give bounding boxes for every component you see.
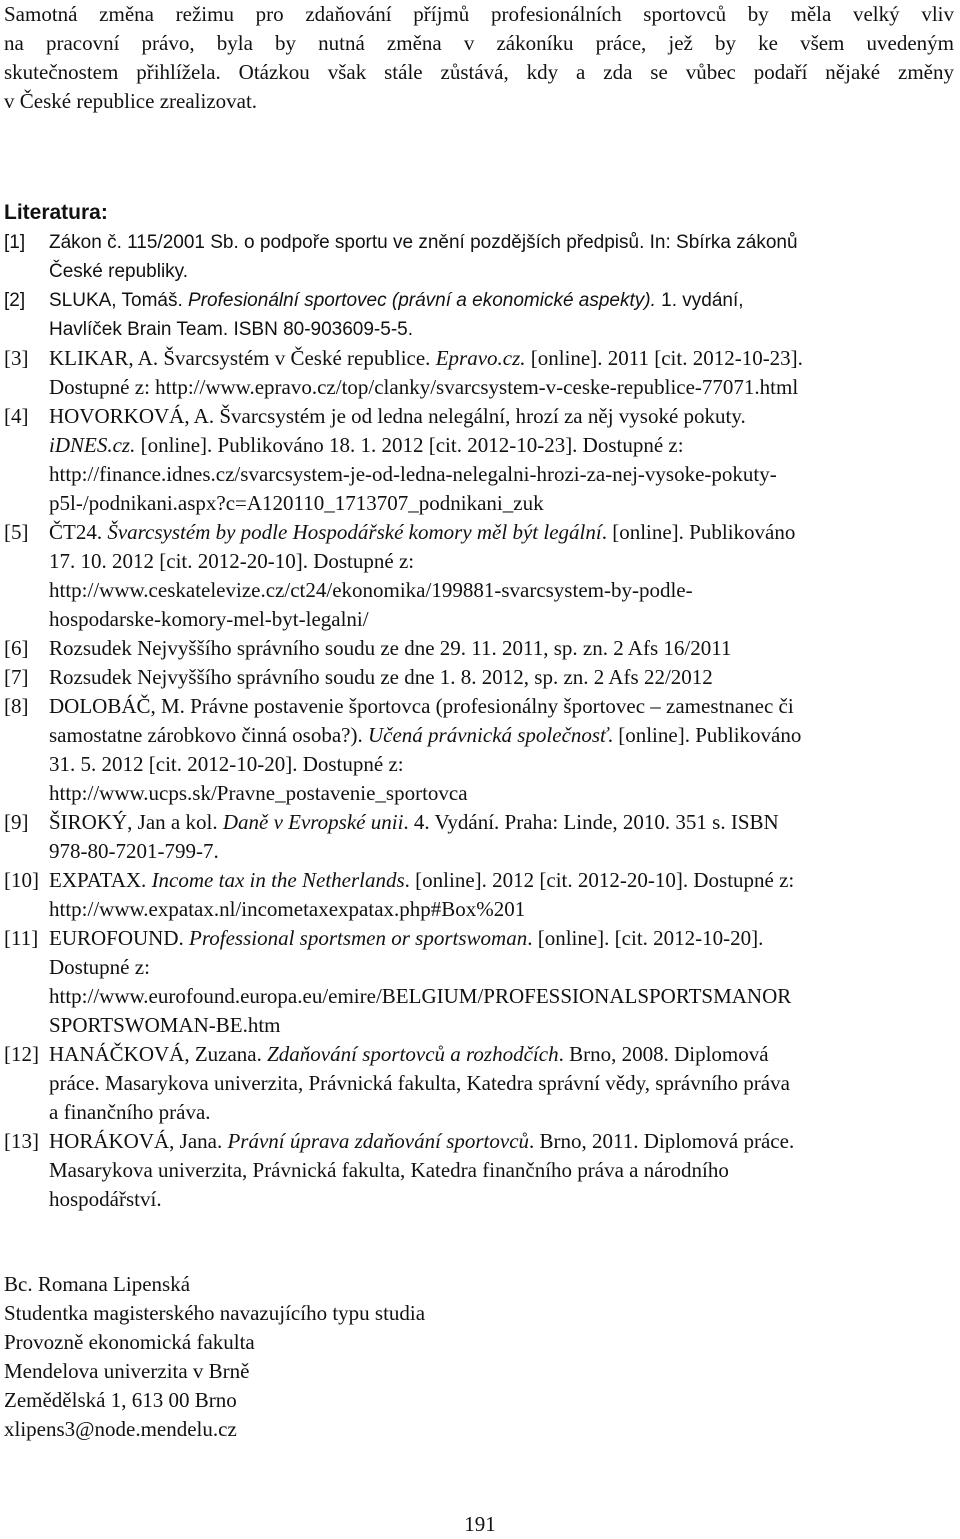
reference-line	[49, 721, 954, 750]
reference-line: SPORTSWOMAN-BE.htm	[49, 1013, 281, 1037]
reference-details: 1. vydání,	[655, 290, 744, 311]
reference-line: 17. 10. 2012 [cit. 2012-20-10]. Dostupné z:	[49, 549, 415, 573]
reference-line: http://www.expatax.nl/incometaxexpatax.php#Box%201	[49, 897, 526, 921]
reference-author: SLUKA, Tomáš.	[49, 290, 189, 311]
reference-title: Učená právnická společnosť	[367, 723, 608, 747]
reference-line: hospodarske-komory-mel-byt-legalni/	[49, 607, 369, 631]
reference-line: práce. Masarykova univerzita, Právnická fakulta, Katedra správní vědy, správního práva	[49, 1071, 790, 1095]
reference-line: Zákon č. 115/2001 Sb. o podpoře sportu ve znění pozdějších předpisů. In: Sbírka zákonů	[49, 232, 798, 253]
reference-title: Zdaňování sportovců a rozhodčích	[267, 1042, 559, 1066]
reference-item	[4, 1127, 954, 1214]
reference-item	[4, 866, 954, 924]
reference-details: . Brno, 2008. Diplomová	[558, 1042, 769, 1066]
reference-author: HANÁČKOVÁ, Zuzana.	[49, 1042, 268, 1066]
author-address: Zemědělská 1, 613 00 Brno	[4, 1388, 237, 1412]
reference-details: [online]. Publikováno 18. 1. 2012 [cit. 2012-10-23]. Dostupné z:	[135, 433, 684, 457]
author-faculty: Provozně ekonomická fakulta	[4, 1330, 255, 1354]
author-email: xlipens3@node.mendelu.cz	[4, 1417, 237, 1441]
author-role: Studentka magisterského navazujícího typu studia	[4, 1301, 426, 1325]
reference-line: a finančního práva.	[49, 1100, 211, 1124]
reference-item	[4, 1040, 954, 1127]
reference-line: Rozsudek Nejvyššího správního soudu ze dne 1. 8. 2012, sp. zn. 2 Afs 22/2012	[49, 665, 713, 689]
reference-details: samostatne zárobkovo činná osoba?).	[49, 723, 368, 747]
reference-line	[49, 1040, 954, 1069]
reference-number: [5]	[4, 520, 29, 544]
reference-line: 978-80-7201-799-7.	[49, 839, 219, 863]
reference-line: Masarykova univerzita, Právnická fakulta, Katedra finančního práva a národního	[49, 1158, 729, 1182]
reference-title: iDNES.cz.	[49, 433, 136, 457]
reference-details: . Brno, 2011. Diplomová práce.	[529, 1129, 795, 1153]
reference-line: http://www.eurofound.europa.eu/emire/BELGIUM/PROFESSIONALSPORTSMANOR	[49, 984, 792, 1008]
reference-number: [12]	[4, 1042, 39, 1066]
reference-item	[4, 286, 954, 344]
reference-details: . [online]. Publikováno	[607, 723, 802, 747]
reference-number: [11]	[4, 926, 39, 950]
reference-line	[49, 808, 954, 837]
reference-item	[4, 692, 954, 808]
reference-title: Income tax in the Netherlands	[151, 868, 405, 892]
reference-line: hospodářství.	[49, 1187, 162, 1211]
reference-author: EXPATAX.	[49, 868, 152, 892]
reference-item	[4, 518, 954, 634]
reference-line: Havlíček Brain Team. ISBN 80-903609-5-5.	[49, 319, 413, 340]
reference-item	[4, 634, 954, 663]
reference-line	[49, 866, 954, 895]
reference-number: [6]	[4, 636, 29, 660]
reference-number: [1]	[4, 232, 26, 253]
reference-author: ČT24.	[49, 520, 108, 544]
reference-line	[49, 518, 954, 547]
reference-line: 31. 5. 2012 [cit. 2012-10-20]. Dostupné z:	[49, 752, 404, 776]
references-heading: Literatura:	[4, 201, 108, 224]
reference-author: KLIKAR, A. Švarcsystém v České republice.	[49, 346, 436, 370]
reference-details: [online]. 2011 [cit. 2012-10-23].	[525, 346, 803, 370]
reference-details: . 4. Vydání. Praha: Linde, 2010. 351 s. ISBN	[403, 810, 779, 834]
reference-line: Dostupné z:	[49, 955, 150, 979]
reference-number: [10]	[4, 868, 39, 892]
references-list	[4, 228, 954, 1214]
reference-title: Epravo.cz.	[435, 346, 526, 370]
author-block	[4, 1270, 425, 1444]
reference-details: . [online]. Publikováno	[601, 520, 796, 544]
reference-number: [2]	[4, 290, 26, 311]
reference-item	[4, 344, 954, 402]
page-number: 191	[464, 1512, 496, 1536]
reference-title: Professional sportsmen or sportswoman	[189, 926, 528, 950]
reference-line	[49, 1127, 954, 1156]
reference-number: [9]	[4, 810, 29, 834]
author-university: Mendelova univerzita v Brně	[4, 1359, 250, 1383]
reference-line: DOLOBÁČ, M. Právne postavenie športovca (profesionálny športovec – zamestnanec či	[49, 694, 794, 718]
reference-line: Dostupné z: http://www.epravo.cz/top/clanky/svarcsystem-v-ceske-republice-77071.html	[49, 375, 799, 399]
reference-line: http://www.ucps.sk/Pravne_postavenie_sportovca	[49, 781, 468, 805]
reference-line: HOVORKOVÁ, A. Švarcsystém je od ledna nelegální, hrozí za něj vysoké pokuty.	[49, 404, 746, 428]
reference-title: Švarcsystém by podle Hospodářské komory měl být legální	[107, 520, 602, 544]
reference-line	[49, 924, 954, 953]
reference-item	[4, 808, 954, 866]
intro-line: na pracovní právo, byla by nutná změna v zákoníku práce, jež by ke všem uvedeným	[4, 31, 954, 55]
reference-title: Profesionální sportovec (právní a ekonomické aspekty).	[188, 290, 656, 311]
reference-number: [8]	[4, 694, 29, 718]
reference-details: . [online]. [cit. 2012-10-20].	[527, 926, 764, 950]
reference-item	[4, 663, 954, 692]
reference-number: [13]	[4, 1129, 39, 1153]
reference-author: ŠIROKÝ, Jan a kol.	[49, 810, 223, 834]
reference-number: [7]	[4, 665, 29, 689]
reference-line: http://finance.idnes.cz/svarcsystem-je-od-ledna-nelegalni-hrozi-za-nej-vysoke-pokuty-	[49, 462, 777, 486]
reference-line	[49, 431, 954, 460]
reference-item	[4, 228, 954, 286]
intro-paragraph	[4, 0, 954, 116]
reference-line	[49, 286, 954, 315]
intro-line: v České republice zrealizovat.	[4, 89, 258, 113]
reference-number: [3]	[4, 346, 29, 370]
reference-author: HORÁKOVÁ, Jana.	[49, 1129, 228, 1153]
reference-line: České republiky.	[49, 261, 189, 282]
intro-line: Samotná změna režimu pro zdaňování příjmů profesionálních sportovců by měla velký vliv	[4, 2, 954, 26]
reference-line: Rozsudek Nejvyššího správního soudu ze dne 29. 11. 2011, sp. zn. 2 Afs 16/2011	[49, 636, 732, 660]
author-name: Bc. Romana Lipenská	[4, 1272, 191, 1296]
reference-details: . [online]. 2012 [cit. 2012-20-10]. Dostupné z:	[404, 868, 795, 892]
reference-line: p5l-/podnikani.aspx?c=A120110_1713707_podnikani_zuk	[49, 491, 544, 515]
intro-line: skutečnostem přihlížela. Otázkou však stále zůstává, kdy a zda se vůbec podaří nějaké změny	[4, 60, 954, 84]
reference-number: [4]	[4, 404, 29, 428]
reference-item	[4, 924, 954, 1040]
reference-title: Daně v Evropské unii	[222, 810, 404, 834]
reference-author: EUROFOUND.	[49, 926, 190, 950]
reference-title: Právní úprava zdaňování sportovců	[227, 1129, 530, 1153]
reference-line: http://www.ceskatelevize.cz/ct24/ekonomika/199881-svarcsystem-by-podle-	[49, 578, 693, 602]
reference-line	[49, 344, 954, 373]
reference-item	[4, 402, 954, 518]
